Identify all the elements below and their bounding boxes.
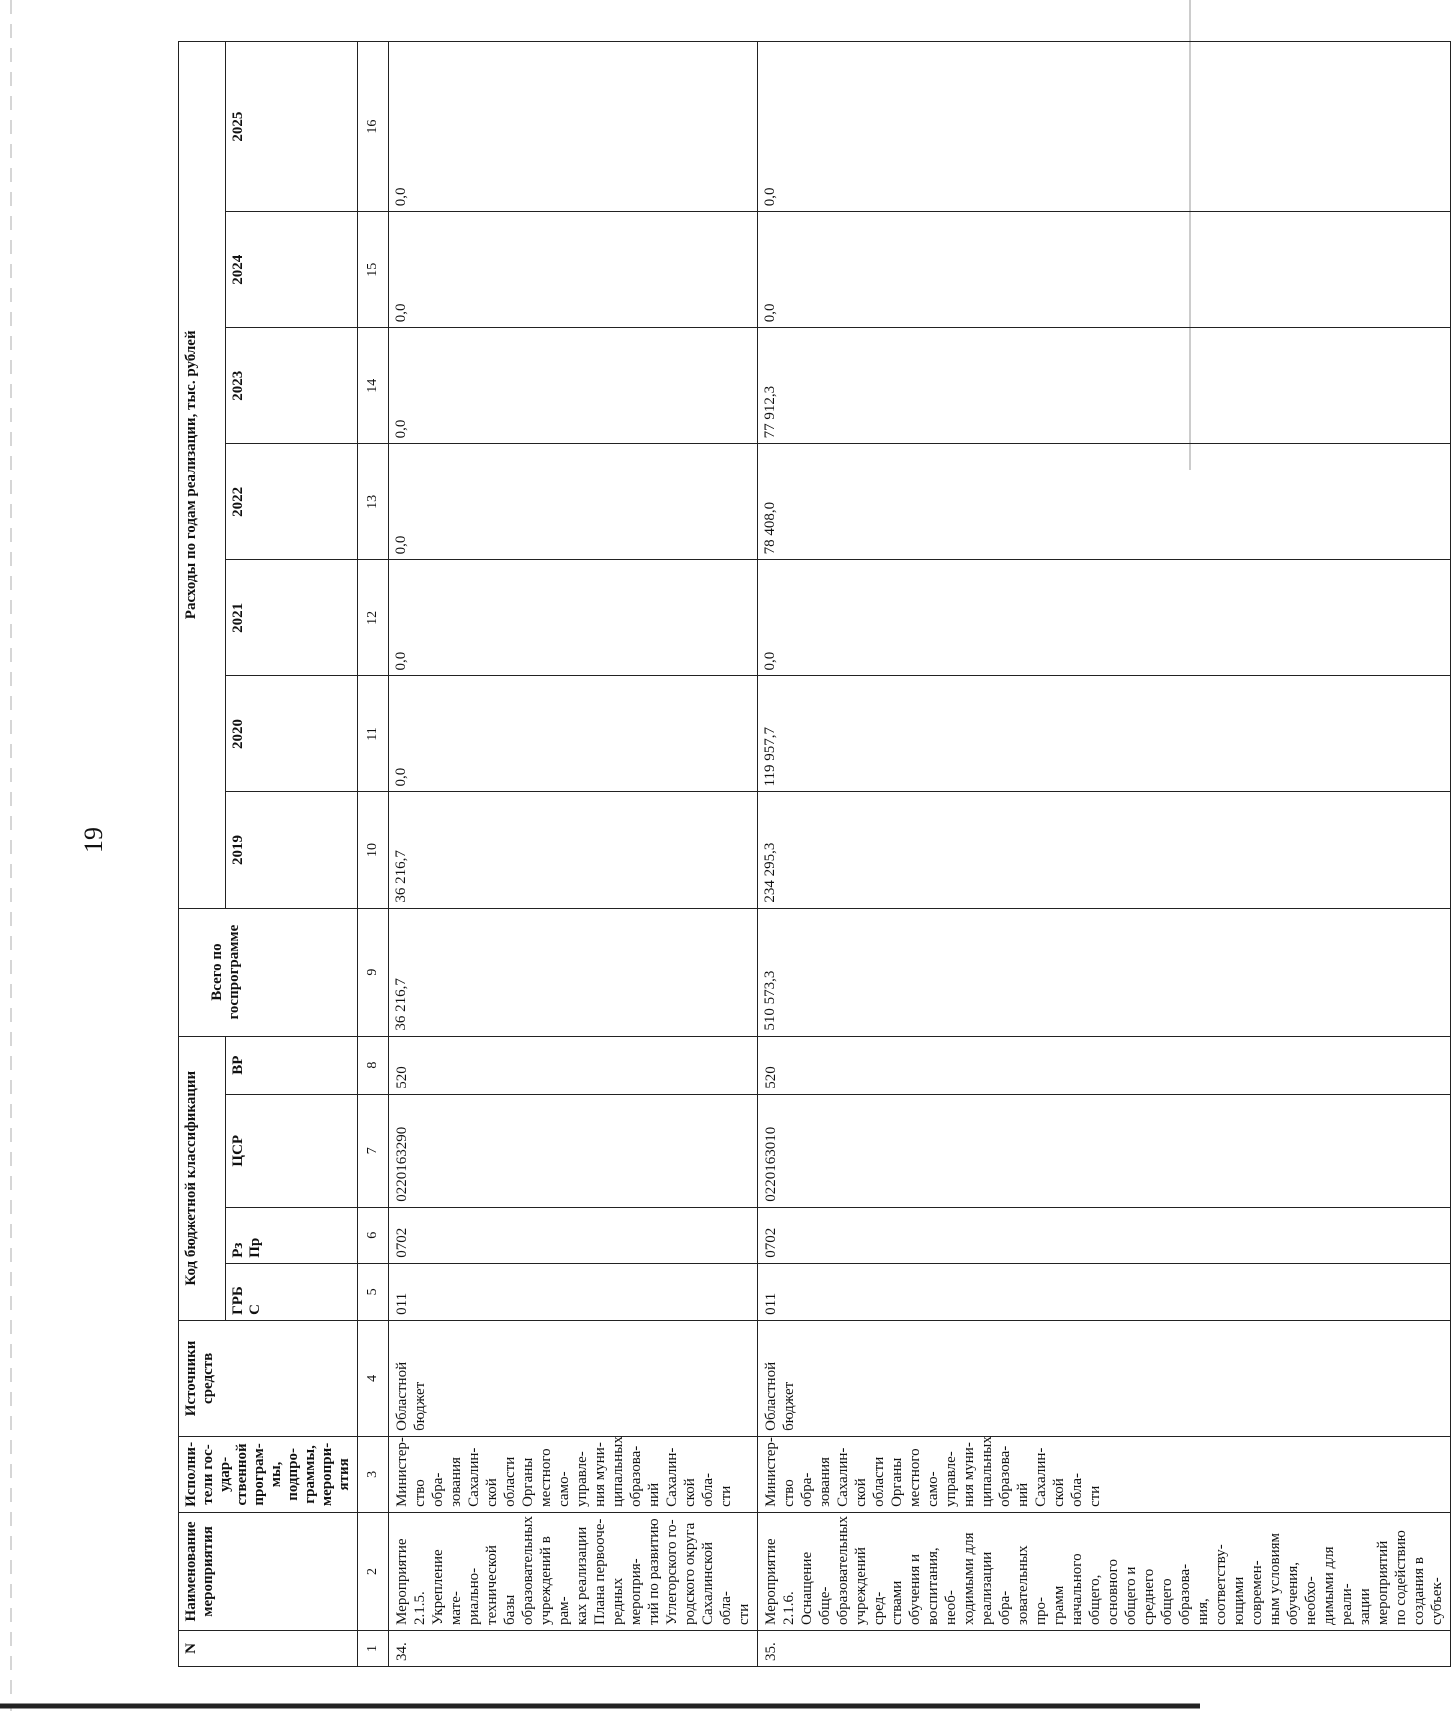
row-number	[758, 1630, 1451, 1666]
index-cell: 11	[358, 676, 389, 792]
header-budget-code-text: Код бюджетной классификации	[183, 1070, 199, 1286]
header-years-title	[179, 42, 226, 909]
amount-text: 0,0	[762, 651, 778, 671]
row-number-text: 34.	[394, 1642, 410, 1661]
amount-text: 234 295,3	[762, 842, 778, 903]
amount-2025	[758, 42, 1451, 212]
amount-text: 77 912,3	[762, 385, 778, 439]
amount-2025	[389, 42, 758, 212]
executors	[758, 1436, 1451, 1512]
header-total-text: Всего по госпрограмме	[209, 924, 242, 1020]
measure-name	[758, 1512, 1451, 1630]
header-year-2022-text: 2022	[230, 486, 247, 517]
csr-code	[758, 1094, 1451, 1207]
header-vr	[226, 1036, 358, 1094]
amount-text: 36 216,7	[393, 850, 409, 903]
amount-text: 0,0	[762, 187, 778, 207]
budget-table	[178, 41, 1451, 1667]
header-year-2021-text: 2021	[230, 602, 247, 633]
index-cell: 6	[358, 1207, 389, 1263]
funding-source	[758, 1320, 1451, 1436]
amount-2021	[389, 560, 758, 676]
row-number-text: 35.	[763, 1642, 779, 1661]
amount-text: 0,0	[393, 303, 409, 323]
header-sources	[179, 1320, 358, 1436]
table-row	[389, 42, 758, 1667]
rotated-table-container	[178, 41, 1445, 1667]
header-name	[179, 1512, 358, 1630]
header-row-top	[179, 42, 226, 1667]
amount-text: 0,0	[393, 535, 409, 555]
row-number	[389, 1630, 758, 1666]
header-n-text: N	[183, 1643, 199, 1654]
header-csr	[226, 1094, 358, 1207]
vr-code	[758, 1036, 1451, 1094]
funding-source-text: Областной бюджет	[394, 1361, 428, 1431]
amount-2020	[758, 676, 1451, 792]
grbs-code	[389, 1263, 758, 1320]
index-cell: 4	[358, 1320, 389, 1436]
rzpr-code-text: 0702	[394, 1227, 410, 1258]
index-cell: 15	[358, 212, 389, 328]
amount-text: 0,0	[762, 303, 778, 323]
grbs-code	[758, 1263, 1451, 1320]
amount-2024	[758, 212, 1451, 328]
total-amount	[758, 908, 1451, 1036]
executors-text: Министер- ство обра- зования Сахалин- ской области Органы местного само- управле- ния муни- ципальных образова- ний Сахалин- ской обла- сти	[763, 1436, 1103, 1507]
amount-2023	[389, 328, 758, 444]
index-cell: 8	[358, 1036, 389, 1094]
header-year-2024	[226, 212, 358, 328]
amount-text: 119 957,7	[762, 727, 778, 787]
page-number: 19	[79, 827, 108, 853]
amount-2023	[758, 328, 1451, 444]
measure-name-text: Мероприятие 2.1.6. Оснащение обще- образовательных учреждений сред- ствами обучения и воспитания, необ- ходимыми для реализации обра- зовательных про- грамм начального общего, основного общего и среднего общего образова- ния, соответству- ющими современ- ным условиям обучения, необхо- димыми для реали- зации мероприятий по содействию создания в субъек-	[763, 1516, 1445, 1625]
amount-2019	[389, 792, 758, 908]
csr-code-text: 0220163010	[763, 1126, 779, 1202]
vr-code	[389, 1036, 758, 1094]
amount-2021	[758, 560, 1451, 676]
header-grbs-text: ГРБ С	[230, 1286, 264, 1315]
index-cell: 7	[358, 1094, 389, 1207]
amount-2022	[758, 444, 1451, 560]
amount-text: 0,0	[393, 187, 409, 207]
amount-2019	[758, 792, 1451, 908]
header-year-2019	[226, 792, 358, 908]
index-cell: 14	[358, 328, 389, 444]
funding-source-text: Областной бюджет	[763, 1361, 797, 1431]
rzpr-code	[389, 1207, 758, 1263]
executors-text: Министер- ство обра- зования Сахалин- ской области Органы местного само- управле- ния муни- ципальных образова- ний Сахалин- ской обла- сти	[394, 1436, 734, 1507]
amount-2024	[389, 212, 758, 328]
amount-text: 78 408,0	[762, 501, 778, 555]
grbs-code-text: 011	[763, 1292, 779, 1315]
index-cell: 2	[358, 1512, 389, 1630]
header-year-2025-text: 2025	[230, 111, 247, 142]
header-rzpr-text: Рз Пр	[230, 1237, 264, 1258]
header-executors-text: Исполни- тели гос- удар- ственной програм- мы, подпро- граммы, меропри- ятия	[183, 1441, 352, 1507]
measure-name-text: Мероприятие 2.1.5. Укрепление мате- риально- технической базы образовательных учреждений в рам- ках реализации Плана первооче- редных мероприя- тий по развитию Углегорского го- родского округа Сахалинской обла- сти	[394, 1516, 752, 1625]
header-sources-text: Источники средств	[183, 1340, 216, 1417]
csr-code-text: 0220163290	[394, 1126, 410, 1202]
header-year-2020	[226, 676, 358, 792]
header-name-text: Наименование мероприятия	[183, 1521, 216, 1622]
header-csr-text: ЦСР	[230, 1134, 247, 1167]
header-year-2023	[226, 328, 358, 444]
header-total	[179, 908, 358, 1036]
header-year-2025	[226, 42, 358, 212]
total-amount-text: 510 573,3	[762, 970, 778, 1031]
amount-text: 0,0	[393, 419, 409, 439]
header-budget-code	[179, 1036, 226, 1320]
vr-code-text: 520	[394, 1066, 410, 1089]
rzpr-code	[758, 1207, 1451, 1263]
index-cell: 10	[358, 792, 389, 908]
rzpr-code-text: 0702	[763, 1227, 779, 1258]
column-index-row	[358, 42, 389, 1667]
header-rzpr	[226, 1207, 358, 1263]
amount-text: 0,0	[393, 767, 409, 787]
header-year-2020-text: 2020	[230, 718, 247, 749]
total-amount	[389, 908, 758, 1036]
total-amount-text: 36 216,7	[393, 978, 409, 1031]
amount-2020	[389, 676, 758, 792]
header-vr-text: ВР	[230, 1055, 247, 1075]
header-year-2021	[226, 560, 358, 676]
funding-source	[389, 1320, 758, 1436]
table-row	[758, 42, 1451, 1667]
index-cell: 13	[358, 444, 389, 560]
measure-name	[389, 1512, 758, 1630]
amount-text: 0,0	[393, 651, 409, 671]
index-cell: 3	[358, 1436, 389, 1512]
grbs-code-text: 011	[394, 1292, 410, 1315]
header-n	[179, 1630, 358, 1666]
csr-code	[389, 1094, 758, 1207]
index-cell: 5	[358, 1263, 389, 1320]
amount-2022	[389, 444, 758, 560]
header-year-2022	[226, 444, 358, 560]
executors	[389, 1436, 758, 1512]
header-year-2024-text: 2024	[230, 254, 247, 285]
header-grbs	[226, 1263, 358, 1320]
index-cell: 12	[358, 560, 389, 676]
header-years-title-text: Расходы по годам реализации, тыс. рублей	[183, 330, 199, 620]
index-cell: 9	[358, 908, 389, 1036]
header-year-2023-text: 2023	[230, 370, 247, 401]
header-executors	[179, 1436, 358, 1512]
header-year-2019-text: 2019	[230, 835, 247, 866]
index-cell: 16	[358, 42, 389, 212]
index-cell: 1	[358, 1630, 389, 1666]
vr-code-text: 520	[763, 1066, 779, 1089]
